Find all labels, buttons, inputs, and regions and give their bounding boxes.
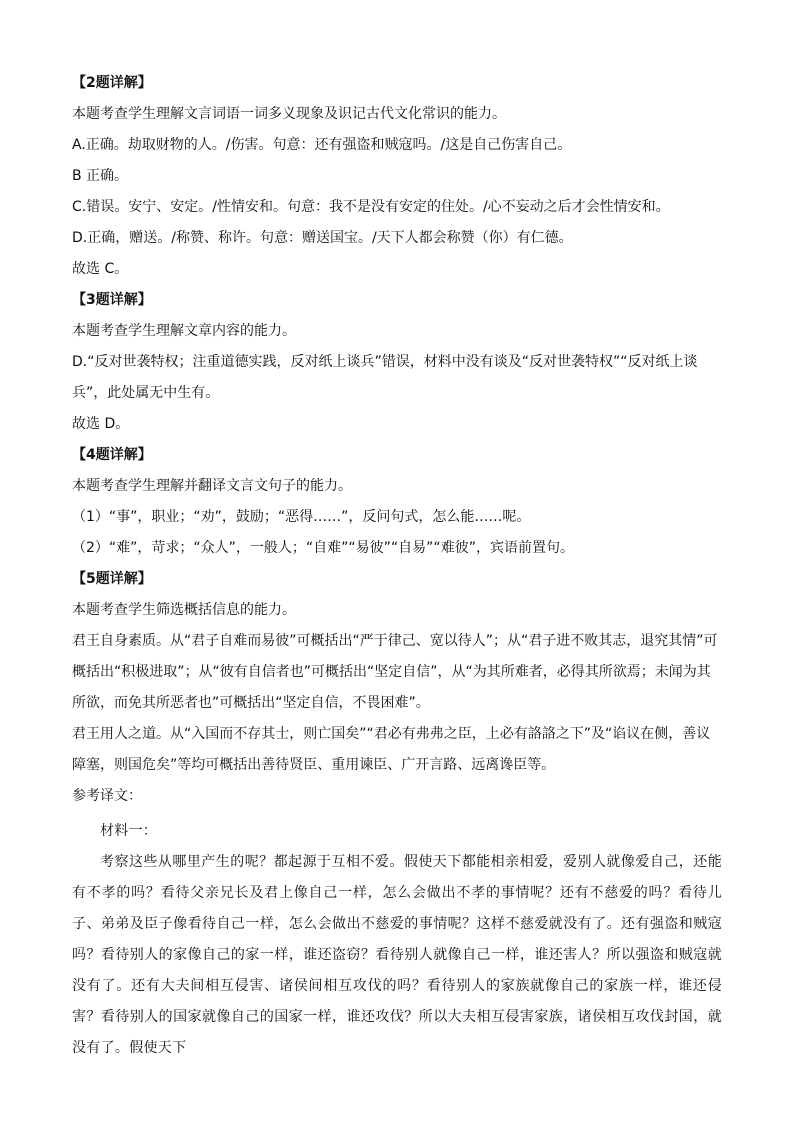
section-title: 【5题详解】 <box>72 571 152 587</box>
text-line: （1）“事”，职业；“劝”，鼓励；“恶得……”，反问句式，怎么能……呢。 <box>72 509 531 525</box>
translation-heading: 材料一： <box>100 823 158 839</box>
text-line: D.正确，赠送。/称赞、称许。句意：赠送国宝。/天下人都会称赞（你）有仁德。 <box>72 230 573 246</box>
reference-translation <box>72 816 722 1064</box>
text-line: 参考译文： <box>72 788 142 804</box>
text-paragraph: 君王用人之道。从“入国而不存其士，则亡国矣”“君必有弗弗之臣，上必有詻詻之下”及“谄议在侧，善议障塞，则国危矣”等均可概括出善待贤臣、重用谏臣、广开言路、远离谗臣等。 <box>72 726 711 773</box>
text-line: 故选 D。 <box>72 416 130 432</box>
text-paragraph: D.“反对世袭特权；注重道德实践，反对纸上谈兵”错误，材料中没有谈及“反对世袭特权”“反对纸上谈兵”，此处属无中生有。 <box>72 354 698 401</box>
section-4 <box>72 440 722 564</box>
section-2 <box>72 68 722 285</box>
section-title: 【3题详解】 <box>72 292 152 308</box>
text-line: 本题考查学生理解文言词语一词多义现象及识记古代文化常识的能力。 <box>72 106 506 122</box>
text-line: （2）“难”，苛求；“众人”，一般人；“自难”“易彼”“自易”“难彼”，宾语前置句。 <box>72 540 574 556</box>
text-line: 本题考查学生筛选概括信息的能力。 <box>72 602 296 618</box>
text-paragraph: 君王自身素质。从“君子自难而易彼”可概括出“严于律己、宽以待人”；从“君子进不败其志，退究其情”可概括出“积极进取”；从“彼有自信者也”可概括出“坚定自信”，从“为其所难者，必得其所欲焉；未闻为其所欲，而免其所恶者也”可概括出“坚定自信，不畏困难”。 <box>72 633 718 711</box>
section-title: 【4题详解】 <box>72 447 152 463</box>
section-5 <box>72 564 722 812</box>
text-line: A.正确。劫取财物的人。/伤害。句意：还有强盗和贼寇吗。/这是自己伤害自己。 <box>72 137 572 153</box>
text-line: B 正确。 <box>72 168 129 184</box>
text-line: 故选 C。 <box>72 261 129 277</box>
text-line: 本题考查学生理解文章内容的能力。 <box>72 323 296 339</box>
document-page <box>72 68 722 1064</box>
translation-paragraph: 考察这些从哪里产生的呢？都起源于互相不爱。假使天下都能相亲相爱，爱别人就像爱自己，还能有不孝的吗？看待父亲兄长及君上像自己一样，怎么会做出不孝的事情呢？还有不慈爱的吗？看待儿子、弟弟及臣子像看待自己一样，怎么会做出不慈爱的事情呢？这样不慈爱就没有了。还有强盗和贼寇吗？看待别人的家像自己的家一样，谁还盗窃？看待别人就像自己一样，谁还害人？所以强盗和贼寇就没有了。还有大夫间相互侵害、诸侯间相互攻伐的吗？看待别人的家族就像自己的家族一样，谁还侵害？看待别人的国家就像自己的国家一样，谁还攻伐？所以大夫相互侵害家族，诸侯相互攻伐封国，就没有了。假使天下 <box>72 854 722 1056</box>
section-title: 【2题详解】 <box>72 75 152 91</box>
section-3 <box>72 285 722 440</box>
text-line: 本题考查学生理解并翻译文言文句子的能力。 <box>72 478 352 494</box>
text-line: C.错误。安宁、安定。/性情安和。句意：我不是没有安定的住处。/心不妄动之后才会性情安和。 <box>72 199 670 215</box>
